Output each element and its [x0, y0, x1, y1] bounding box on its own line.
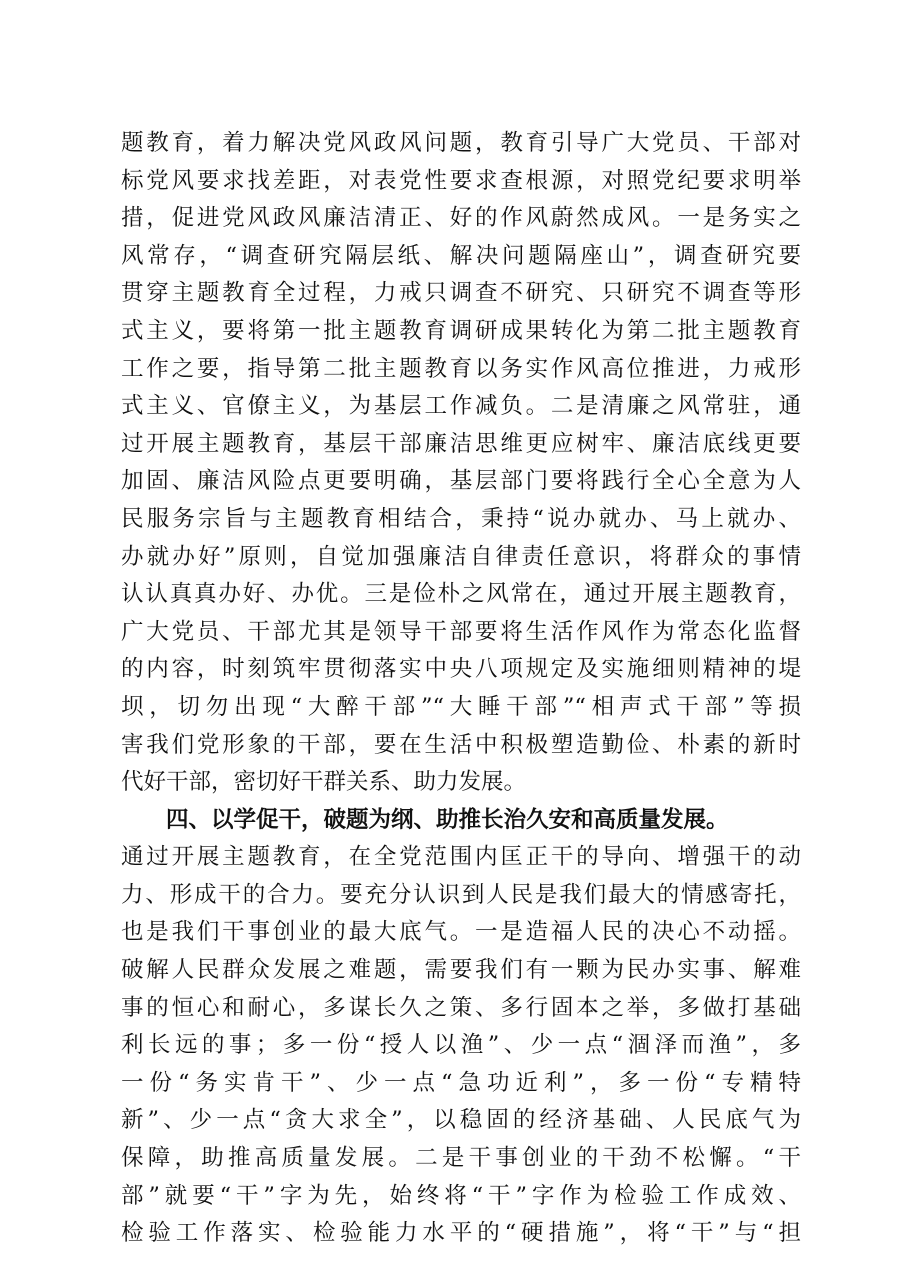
- paragraph-line: 风常存，“调查研究隔层纸、解决问题隔座山”，调查研究要: [121, 242, 801, 269]
- paragraph-line: 工作之要，指导第二批主题教育以务实作风高位推进，力戒形: [121, 355, 801, 382]
- paragraph-line: 题教育，着力解决党风政风问题，教育引导广大党员、干部对: [121, 130, 801, 156]
- paragraph-line: 的内容，时刻筑牢贯彻落实中央八项规定及实施细则精神的堤: [121, 656, 801, 683]
- paragraph-line: 也是我们干事创业的最大底气。一是造福人民的决心不动摇。: [121, 919, 801, 946]
- paragraph-line: 害我们党形象的干部，要在生活中积极塑造勤俭、朴素的新时: [121, 731, 801, 758]
- paragraph-line: 加固、廉洁风险点更要明确，基层部门要将践行全心全意为人: [121, 468, 801, 495]
- paragraph-line: 代好干部，密切好干群关系、助力发展。: [121, 769, 527, 796]
- paragraph-line: 办就办好”原则，自觉加强廉洁自律责任意识，将群众的事情: [121, 543, 801, 570]
- paragraph-line: 一份“务实肯干”、少一点“急功近利”，多一份“专精特: [121, 1069, 801, 1096]
- paragraph-line: 利长远的事；多一份“授人以渔”、少一点“涸泽而渔”，多: [121, 1032, 801, 1059]
- paragraph-line: 部”就要“干”字为先，始终将“干”字作为检验工作成效、: [121, 1182, 801, 1209]
- paragraph-line: 式主义、官僚主义，为基层工作减负。二是清廉之风常驻，通: [121, 393, 801, 420]
- paragraph-line: 通过开展主题教育，在全党范围内匡正干的导向、增强干的动: [121, 844, 801, 871]
- paragraph-line: 措，促进党风政风廉洁清正、好的作风蔚然成风。一是务实之: [121, 205, 801, 232]
- paragraph-line: 检验工作落实、检验能力水平的“硬措施”，将“干”与“担: [121, 1220, 801, 1247]
- paragraph-line: 式主义，要将第一批主题教育调研成果转化为第二批主题教育: [121, 317, 801, 344]
- document-body: [121, 125, 801, 1253]
- paragraph-line: 标党风要求找差距，对表党性要求查根源，对照党纪要求明举: [121, 167, 801, 194]
- paragraph-line: 事的恒心和耐心，多谋长久之策、多行固本之举，多做打基础: [121, 994, 801, 1021]
- paragraph-line: 力、形成干的合力。要充分认识到人民是我们最大的情感寄托，: [121, 881, 801, 908]
- paragraph-line: 广大党员、干部尤其是领导干部要将生活作风作为常态化监督: [121, 618, 801, 645]
- paragraph-line: 保障，助推高质量发展。二是干事创业的干劲不松懈。“干: [121, 1145, 801, 1172]
- paragraph-line: 坝，切勿出现“大醉干部”“大睡干部”“相声式干部”等损: [121, 693, 801, 720]
- paragraph-line: 认认真真办好、办优。三是俭朴之风常在，通过开展主题教育，: [121, 581, 801, 608]
- paragraph-line: 过开展主题教育，基层干部廉洁思维更应树牢、廉洁底线更要: [121, 430, 801, 457]
- paragraph-line: 破解人民群众发展之难题，需要我们有一颗为民办实事、解难: [121, 957, 801, 984]
- section-heading: 四、以学促干，破题为纲、助推长治久安和高质量发展。: [166, 806, 729, 833]
- paragraph-line: 贯穿主题教育全过程，力戒只调查不研究、只研究不调查等形: [121, 280, 801, 307]
- paragraph-line: 新”、少一点“贪大求全”，以稳固的经济基础、人民底气为: [121, 1107, 801, 1134]
- paragraph-line: 民服务宗旨与主题教育相结合，秉持“说办就办、马上就办、: [121, 505, 801, 532]
